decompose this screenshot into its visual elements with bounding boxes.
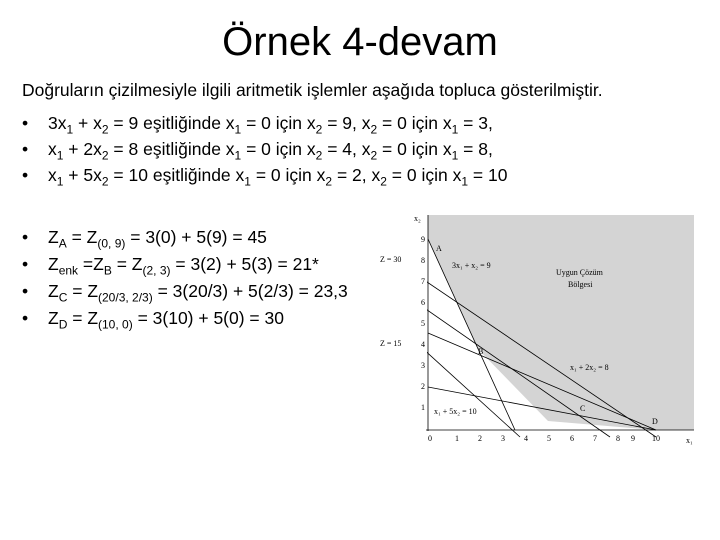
line-label-3: x₁ + 5x₂ = 10: [434, 407, 477, 416]
y-tick-labels: [421, 235, 425, 412]
iso-label: Z = 15: [380, 339, 402, 348]
y-tick: 2: [421, 382, 425, 391]
line-label-2: x₁ + 2x₂ = 8: [570, 363, 609, 372]
region-label: Uygun Çözüm: [556, 268, 603, 277]
equation-line: • $3x_1 + x_2 = 9$ eşitliğinde $x_1 = 0$ için $x_2 = 9$, $x_2 = 0$ için $x_1 = 3$,: [22, 110, 507, 136]
point-label: B: [478, 347, 484, 356]
x-tick: 8: [616, 434, 620, 443]
y-tick: 7: [421, 277, 425, 286]
feasible-region: [428, 215, 694, 430]
point-label: D: [652, 417, 658, 426]
x-tick: 2: [478, 434, 482, 443]
y-tick: 4: [421, 340, 425, 349]
slide-title: Örnek 4-devam: [222, 20, 498, 64]
y-tick: 6: [421, 298, 425, 307]
x-tick: 10: [652, 434, 660, 443]
x-tick: 7: [593, 434, 597, 443]
z-value-line: • $Z_C = Z_{(20/3, 2/3)} = 3(20/3) + 5(2/3) = 23,3$: [22, 278, 348, 305]
z-value-list: [22, 224, 348, 332]
y-tick: 9: [421, 235, 425, 244]
x-tick: 0: [428, 434, 432, 443]
equation-line: • $x_1 + 5x_2 = 10$ eşitliğinde $x_1 = 0$ için $x_2 = 2$, $x_2 = 0$ için $x_1 = 10$: [22, 162, 507, 188]
y-axis-label: x₂: [414, 214, 421, 223]
z-value-line: • $Z_{enk} =Z_B = Z_{(2, 3)} = 3(2) + 5(3) = 21*$: [22, 251, 348, 278]
intro-text: Doğruların çizilmesiyle ilgili aritmetik işlemler aşağıda topluca gösterilmiştir.: [22, 80, 603, 100]
point-label: A: [436, 244, 442, 253]
x-tick: 3: [501, 434, 505, 443]
y-tick: 1: [421, 403, 425, 412]
x-tick-labels: [428, 434, 660, 443]
z-value-line: • $Z_D = Z_{(10, 0)} = 3(10) + 5(0) = 30$: [22, 305, 348, 332]
x-tick: 5: [547, 434, 551, 443]
equation-list: [22, 110, 507, 188]
x-axis-label: x₁: [686, 436, 693, 445]
feasible-region-graph: [360, 205, 700, 465]
x-tick: 6: [570, 434, 574, 443]
y-tick: 3: [421, 361, 425, 370]
point-label: C: [580, 404, 586, 413]
equation-line: • $x_1 + 2x_2 = 8$ eşitliğinde $x_1 = 0$ için $x_2 = 4$, $x_2 = 0$ için $x_1 = 8$,: [22, 136, 507, 162]
x-tick: 9: [631, 434, 635, 443]
y-tick: 5: [421, 319, 425, 328]
x-tick: 4: [524, 434, 528, 443]
y-tick: 8: [421, 256, 425, 265]
iso-label: Z = 30: [380, 255, 402, 264]
line-label-1: 3x₁ + x₂ = 9: [452, 261, 491, 270]
z-value-line: • $Z_A = Z_{(0, 9)} = 3(0) + 5(9) = 45$: [22, 224, 348, 251]
region-label: Bölgesi: [568, 280, 593, 289]
x-tick: 1: [455, 434, 459, 443]
